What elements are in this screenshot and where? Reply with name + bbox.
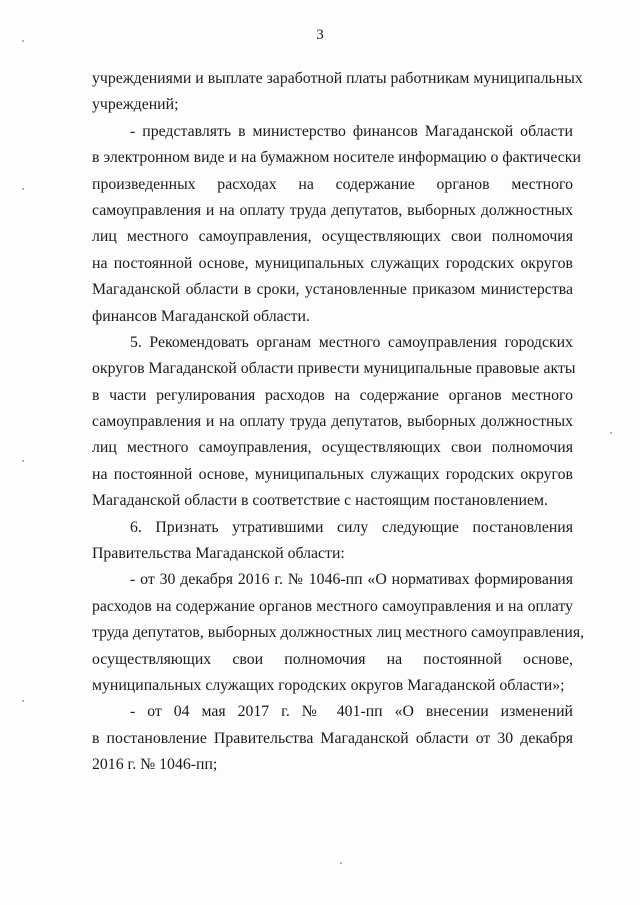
text-line: лиц местного самоуправления, осуществляющих свои полномочия bbox=[92, 228, 573, 246]
text-line: на постоянной основе, муниципальных служащих городских округов bbox=[92, 465, 573, 483]
paragraph bbox=[92, 330, 576, 515]
text-line: лиц местного самоуправления, осуществляющих свои полномочия bbox=[92, 439, 573, 457]
text-line: самоуправления и на оплату труда депутатов, выборных должностных bbox=[92, 201, 573, 219]
scan-speck bbox=[22, 40, 24, 42]
paragraph bbox=[92, 567, 585, 699]
document-body bbox=[92, 66, 585, 779]
text-line: - представлять в министерство финансов Магаданской области bbox=[130, 122, 573, 140]
text-line: 2016 г. № 1046-пп; bbox=[92, 756, 218, 774]
text-line: - от 04 мая 2017 г. № 401-пп «О внесении изменений bbox=[130, 703, 573, 721]
text-line: в части регулирования расходов на содержание органов местного bbox=[92, 386, 573, 404]
text-line: муниципальных служащих городских округов Магаданской области»; bbox=[92, 676, 565, 694]
paragraph bbox=[92, 66, 583, 119]
text-line: произведенных расходах на содержание органов местного bbox=[92, 175, 573, 193]
text-line: Магаданской области в соответствие с настоящим постановлением. bbox=[92, 492, 548, 510]
text-line: 5. Рекомендовать органам местного самоуправления городских bbox=[130, 333, 573, 351]
scan-speck bbox=[22, 700, 24, 702]
paragraph bbox=[92, 699, 573, 778]
text-line: самоуправления и на оплату труда депутатов, выборных должностных bbox=[92, 413, 573, 431]
text-line: осуществляющих свои полномочия на постоянной основе, bbox=[92, 650, 573, 668]
text-line: на постоянной основе, муниципальных служащих городских округов bbox=[92, 254, 573, 272]
text-line: учреждений; bbox=[92, 96, 179, 114]
page-number: 3 bbox=[316, 27, 324, 43]
text-line: - от 30 декабря 2016 г. № 1046-пп «О нормативах формирования bbox=[130, 571, 573, 589]
text-line: расходов на содержание органов местного самоуправления и на оплату bbox=[92, 597, 573, 615]
scan-speck bbox=[22, 188, 24, 190]
text-line: 6. Признать утратившими силу следующие постановления bbox=[130, 518, 573, 536]
paragraph bbox=[92, 515, 573, 568]
paragraph bbox=[92, 119, 581, 330]
text-line: Магаданской области в сроки, установленные приказом министерства bbox=[92, 281, 573, 299]
scan-speck bbox=[22, 460, 24, 462]
text-line: округов Магаданской области привести муниципальные правовые акты bbox=[92, 360, 576, 378]
text-line: финансов Магаданской области. bbox=[92, 307, 310, 325]
scan-speck bbox=[340, 862, 342, 864]
text-line: в постановление Правительства Магаданской области от 30 декабря bbox=[92, 729, 573, 747]
text-line: труда депутатов, выборных должностных лиц местного самоуправления, bbox=[92, 624, 585, 642]
scan-speck bbox=[610, 432, 612, 434]
text-line: в электронном виде и на бумажном носителе информацию о фактически bbox=[92, 149, 581, 167]
text-line: Правительства Магаданской области: bbox=[92, 545, 345, 563]
text-line: учреждениями и выплате заработной платы работникам муниципальных bbox=[92, 70, 583, 87]
